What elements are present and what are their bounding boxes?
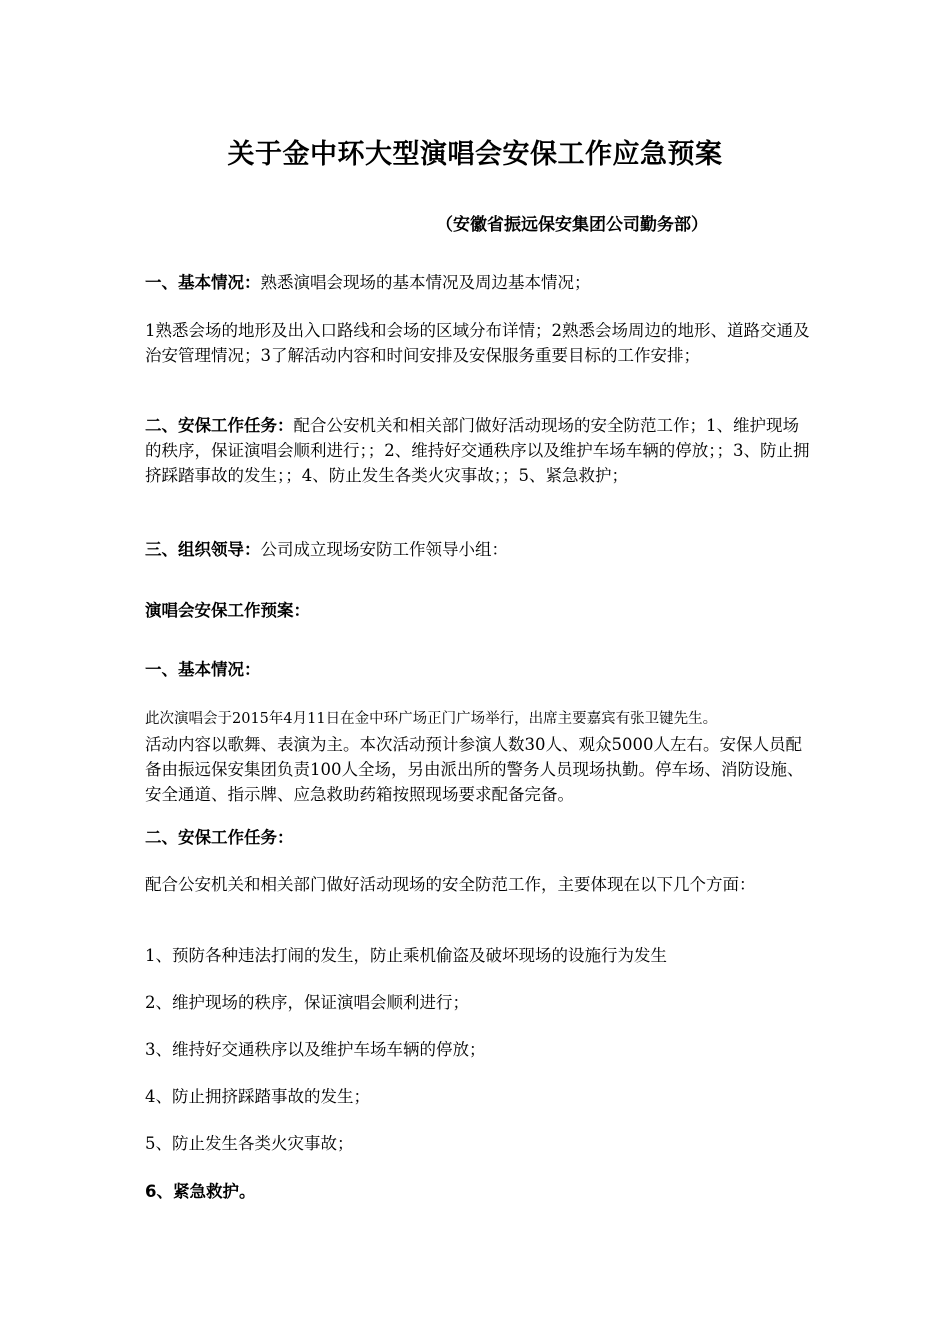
task-item: 3、维持好交通秩序以及维护车场车辆的停放； (145, 1040, 486, 1059)
task-item: 2、维护现场的秩序，保证演唱会顺利进行； (145, 993, 469, 1012)
task-item: 4、防止拥挤踩踏事故的发生； (145, 1087, 370, 1106)
task-intro: 配合公安机关和相关部门做好活动现场的安全防范工作，主要体现在以下几个方面： (145, 875, 756, 894)
basic-heading: 一、基本情况： (145, 660, 261, 679)
section-label: 二、安保工作任务： (145, 416, 294, 435)
basic-line-first: 此次演唱会于2015年4月11日在金中环广场正门广场举行，出席主要嘉宾有张卫键先生。 (145, 711, 718, 727)
document-subtitle: （安徽省振远保安集团公司勤务部） (436, 215, 708, 235)
section-label: 三、组织领导： (145, 540, 261, 559)
plan-heading: 演唱会安保工作预案： (145, 601, 310, 620)
section-security-tasks (145, 413, 810, 488)
task-item: 1、预防各种违法打闹的发生，防止乘机偷盗及破坏现场的设施行为发生 (145, 946, 667, 965)
document-title: 关于金中环大型演唱会安保工作应急预案 (227, 139, 723, 170)
section-basic-info (145, 270, 810, 295)
task-item: 6、紧急救护。 (145, 1182, 256, 1201)
task-heading: 二、安保工作任务： (145, 828, 294, 847)
paragraph-basic-details (145, 705, 810, 807)
section-label: 一、基本情况： (145, 273, 261, 292)
section-text: 熟悉演唱会现场的基本情况及周边基本情况； (260, 273, 591, 292)
section-text: 公司成立现场安防工作领导小组： (260, 540, 508, 559)
task-item: 5、防止发生各类火灾事故； (145, 1134, 354, 1153)
section-organization (145, 537, 810, 562)
paragraph-site-details: 1熟悉会场的地形及出入口路线和会场的区域分布详情；2熟悉会场周边的地形、道路交通及治安管理情况；3了解活动内容和时间安排及安保服务重要目标的工作安排； (145, 321, 810, 365)
basic-line-rest: 活动内容以歌舞、表演为主。本次活动预计参演人数30人、观众5000人左右。安保人员配备由振远保安集团负责100人全场，另由派出所的警务人员现场执勤。停车场、消防设施、安全通道、指示牌、应急救助药箱按照现场要求配备完备。 (145, 735, 804, 804)
section-text: 配合公安机关和相关部门做好活动现场的安全防范工作；1、维护现场的秩序，保证演唱会顺利进行；；2、维持好交通秩序以及维护车场车辆的停放；；3、防止拥挤踩踏事故的发生；；4、防止发生各类火灾事故；；5、紧急救护； (145, 416, 810, 485)
